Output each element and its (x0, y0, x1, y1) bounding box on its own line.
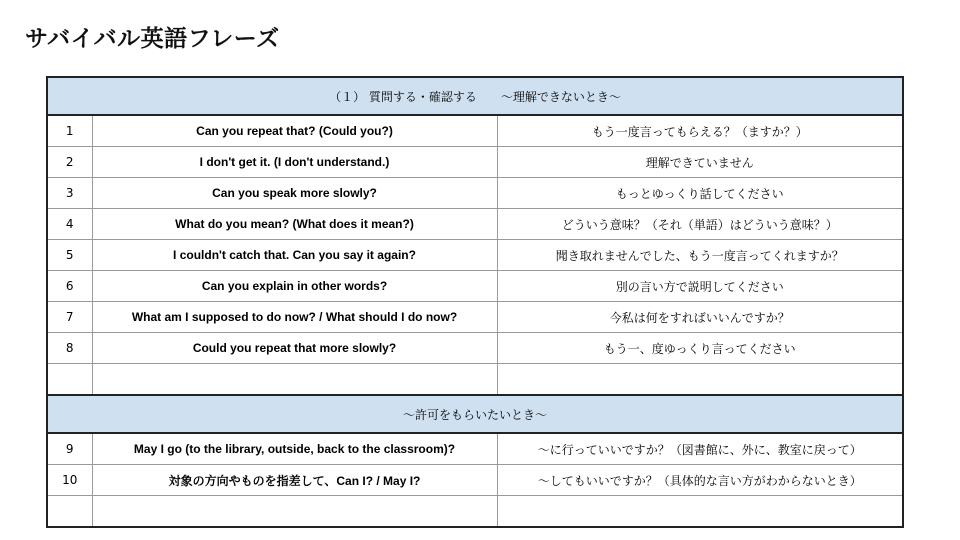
japanese-translation: どういう意味？（それ（単語）はどういう意味？） (497, 209, 903, 240)
phrase-table (46, 76, 904, 528)
table-row (47, 271, 903, 302)
section-header: ～許可をもらいたいとき～ (47, 395, 903, 433)
row-number: 8 (47, 333, 92, 364)
japanese-translation: ～してもいいですか？（具体的な言い方がわからないとき） (497, 465, 903, 496)
english-phrase: I don't get it. (I don't understand.) (92, 147, 497, 178)
english-phrase: May I go (to the library, outside, back to the classroom)? (92, 433, 497, 465)
row-number: 7 (47, 302, 92, 333)
japanese-translation: ～に行っていいですか？（図書館に、外に、教室に戻って） (497, 433, 903, 465)
japanese-translation: 理解できていません (497, 147, 903, 178)
row-number (47, 364, 92, 396)
section-header: （１） 質問する・確認する ～理解できないとき～ (47, 77, 903, 115)
japanese-translation (497, 496, 903, 528)
english-phrase: Can you explain in other words? (92, 271, 497, 302)
japanese-translation: 別の言い方で説明してください (497, 271, 903, 302)
table-row (47, 178, 903, 209)
row-number: 6 (47, 271, 92, 302)
table-row (47, 209, 903, 240)
english-phrase: Can you repeat that? (Could you?) (92, 115, 497, 147)
section-header-row (47, 77, 903, 115)
japanese-translation (497, 364, 903, 396)
table-row (47, 115, 903, 147)
row-number: 4 (47, 209, 92, 240)
table-row (47, 302, 903, 333)
row-number: 3 (47, 178, 92, 209)
row-number: 2 (47, 147, 92, 178)
english-phrase: 対象の方向やものを指差して、Can I? / May I? (92, 465, 497, 496)
empty-row (47, 496, 903, 528)
english-phrase: What am I supposed to do now? / What should I do now? (92, 302, 497, 333)
table-row (47, 465, 903, 496)
japanese-translation: もう一、度ゆっくり言ってください (497, 333, 903, 364)
english-phrase (92, 364, 497, 396)
table-row (47, 240, 903, 271)
english-phrase: What do you mean? (What does it mean?) (92, 209, 497, 240)
row-number: 9 (47, 433, 92, 465)
english-phrase: Could you repeat that more slowly? (92, 333, 497, 364)
row-number: 5 (47, 240, 92, 271)
row-number (47, 496, 92, 528)
row-number: 10 (47, 465, 92, 496)
table-row (47, 333, 903, 364)
table-row (47, 147, 903, 178)
page-title: サバイバル英語フレーズ (25, 26, 280, 52)
japanese-translation: もっとゆっくり話してください (497, 178, 903, 209)
japanese-translation: 今私は何をすればいいんですか？ (497, 302, 903, 333)
japanese-translation: もう一度言ってもらえる？（ますか？） (497, 115, 903, 147)
table-row (47, 433, 903, 465)
section-header-row (47, 395, 903, 433)
english-phrase: Can you speak more slowly? (92, 178, 497, 209)
english-phrase (92, 496, 497, 528)
japanese-translation: 聞き取れませんでした、もう一度言ってくれますか？ (497, 240, 903, 271)
english-phrase: I couldn't catch that. Can you say it again? (92, 240, 497, 271)
row-number: 1 (47, 115, 92, 147)
empty-row (47, 364, 903, 396)
